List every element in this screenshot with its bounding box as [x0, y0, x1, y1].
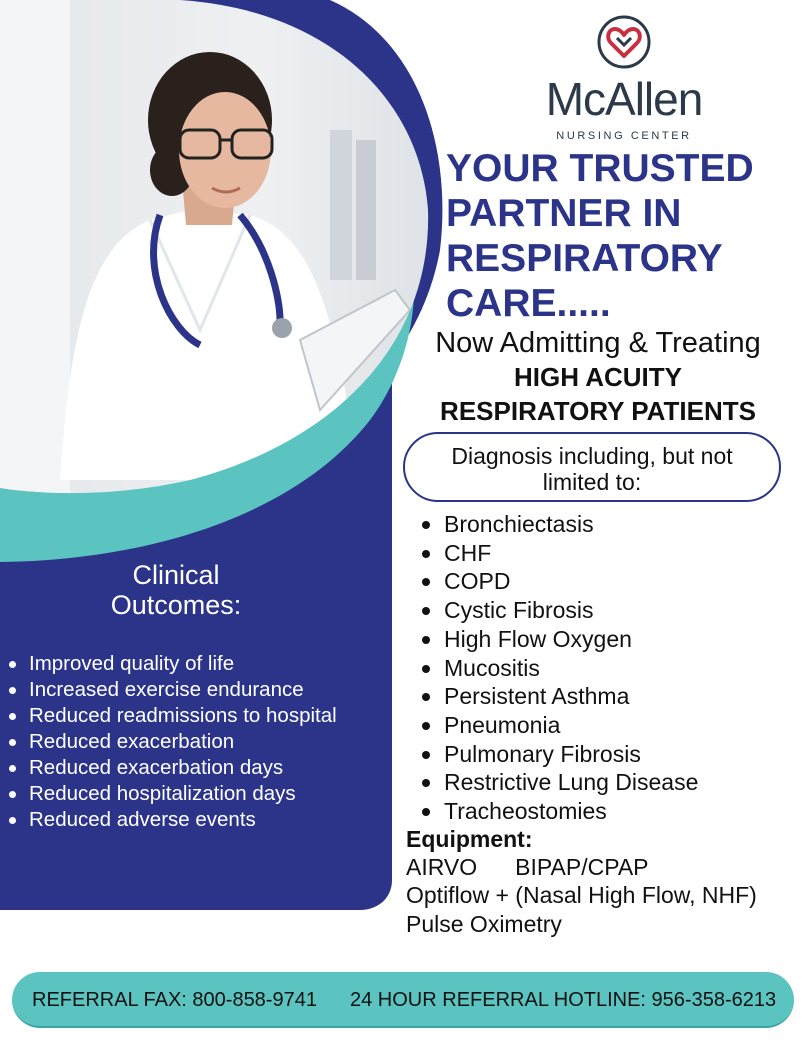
outcome-item: Reduced exacerbation	[4, 729, 337, 755]
logo-subtitle: NURSING CENTER	[556, 130, 692, 142]
diagnosis-heading-line: limited to:	[542, 469, 642, 495]
outcome-item: Reduced hospitalization days	[4, 781, 337, 807]
equipment-oximetry: Pulse Oximetry	[406, 911, 562, 937]
equipment-optiflow: Optiflow + (Nasal High Flow, NHF)	[406, 882, 757, 908]
admitting-text: Now Admitting & Treating	[435, 327, 761, 359]
diagnosis-list	[416, 510, 698, 826]
diagnosis-item: Cystic Fibrosis	[416, 596, 698, 625]
outcome-item: Increased exercise endurance	[4, 677, 337, 703]
outcomes-title-line: Outcomes:	[110, 590, 242, 620]
outcome-item: Reduced readmissions to hospital	[4, 703, 337, 729]
diagnosis-item: Bronchiectasis	[416, 510, 698, 539]
outcome-item: Improved quality of life	[4, 651, 337, 677]
logo-name: McAllen	[545, 73, 703, 125]
heart-in-circle-icon	[596, 14, 652, 70]
diagnosis-item: Pneumonia	[416, 711, 698, 740]
referral-hotline: 24 HOUR REFERRAL HOTLINE: 956-358-6213	[350, 989, 777, 1011]
equipment-airvo: AIRVO	[406, 854, 478, 880]
headline-line: CARE.....	[446, 282, 611, 325]
headline	[446, 146, 796, 326]
equipment-line-1	[406, 853, 649, 881]
headline-line: PARTNER IN	[446, 192, 682, 235]
diagnosis-item: Tracheostomies	[416, 797, 698, 826]
diagnosis-item: Pulmonary Fibrosis	[416, 740, 698, 769]
diagnosis-heading-line: Diagnosis including, but not	[451, 443, 733, 469]
referral-footer	[12, 972, 794, 1028]
diagnosis-item: High Flow Oxygen	[416, 625, 698, 654]
diagnosis-item: Persistent Asthma	[416, 682, 698, 711]
acuity-heading	[400, 360, 796, 428]
diagnosis-item: CHF	[416, 539, 698, 568]
acuity-line: HIGH ACUITY	[513, 362, 683, 392]
headline-line: YOUR TRUSTED	[446, 147, 754, 190]
headline-line: RESPIRATORY	[446, 237, 723, 280]
diagnosis-item: Mucositis	[416, 654, 698, 683]
outcomes-title-line: Clinical	[132, 560, 220, 590]
outcomes-list	[4, 651, 337, 833]
referral-fax: REFERRAL FAX: 800-858-9741	[32, 989, 317, 1011]
outcome-item: Reduced exacerbation days	[4, 755, 337, 781]
acuity-line: RESPIRATORY PATIENTS	[440, 396, 756, 426]
outcomes-title	[60, 560, 292, 620]
logo	[528, 6, 720, 142]
diagnosis-item: Restrictive Lung Disease	[416, 768, 698, 797]
diagnosis-heading-box	[403, 432, 781, 502]
diagnosis-item: COPD	[416, 567, 698, 596]
outcome-item: Reduced adverse events	[4, 807, 337, 833]
equipment-title: Equipment:	[406, 826, 533, 852]
equipment-bipap: BIPAP/CPAP	[515, 854, 649, 880]
